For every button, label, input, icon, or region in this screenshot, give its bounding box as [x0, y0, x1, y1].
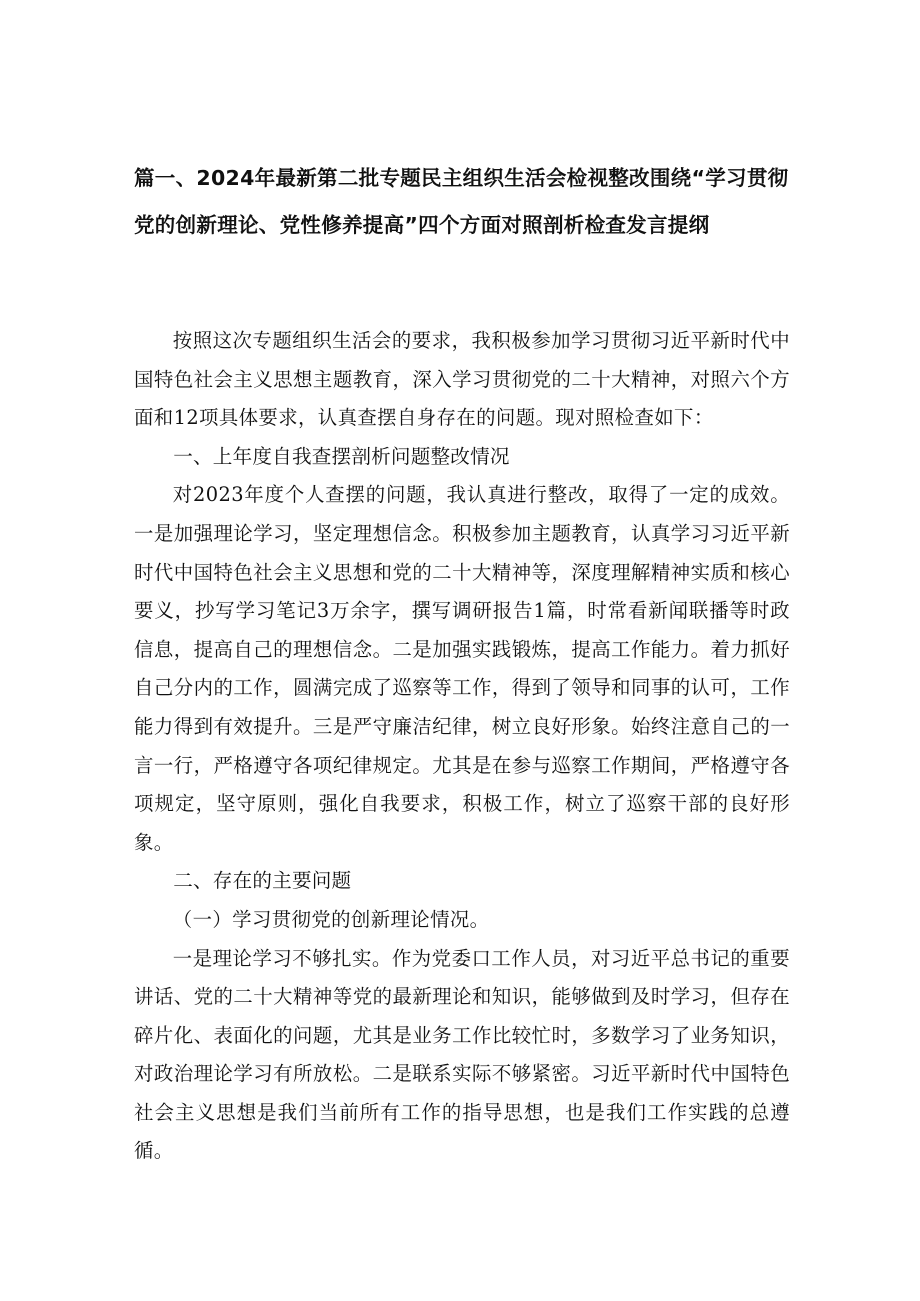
intro-paragraph: 按照这次专题组织生活会的要求，我积极参加学习贯彻习近平新时代中国特色社会主义思想主题教育，深入学习贯彻党的二十大精神，对照六个方面和12项具体要求，认真查摆自身存在的问题。现对照检查如下：	[134, 329, 790, 430]
section-1-heading: 一、上年度自我查摆剖析问题整改情况	[173, 444, 510, 468]
section-2-heading: 二、存在的主要问题	[173, 869, 352, 893]
document-body	[134, 322, 790, 1171]
section-1-paragraph: 对2023年度个人查摆的问题，我认真进行整改，取得了一定的成效。一是加强理论学习，坚定理想信念。积极参加主题教育，认真学习习近平新时代中国特色社会主义思想和党的二十大精神等，深度理解精神实质和核心要义，抄写学习笔记3万余字，撰写调研报告1篇，时常看新闻联播等时政信息，提高自己的理想信念。二是加强实践锻炼，提高工作能力。着力抓好自己分内的工作，圆满完成了巡察等工作，得到了领导和同事的认可，工作能力得到有效提升。三是严守廉洁纪律，树立良好形象。始终注意自己的一言一行，严格遵守各项纪律规定。尤其是在参与巡察工作期间，严格遵守各项规定，坚守原则，强化自我要求，积极工作，树立了巡察干部的良好形象。	[134, 483, 790, 854]
section-2-subheading: （一）学习贯彻党的创新理论情况。	[172, 907, 490, 931]
section-2-paragraph: 一是理论学习不够扎实。作为党委口工作人员，对习近平总书记的重要讲话、党的二十大精神等党的最新理论和知识，能够做到及时学习，但存在碎片化、表面化的问题，尤其是业务工作比较忙时，多数学习了业务知识，对政治理论学习有所放松。二是联系实际不够紧密。习近平新时代中国特色社会主义思想是我们当前所有工作的指导思想，也是我们工作实践的总遵循。	[134, 946, 790, 1163]
document-title: 篇一、2024年最新第二批专题民主组织生活会检视整改围绕“学习贯彻党的创新理论、党性修养提高”四个方面对照剖析检查发言提纲	[134, 166, 789, 237]
